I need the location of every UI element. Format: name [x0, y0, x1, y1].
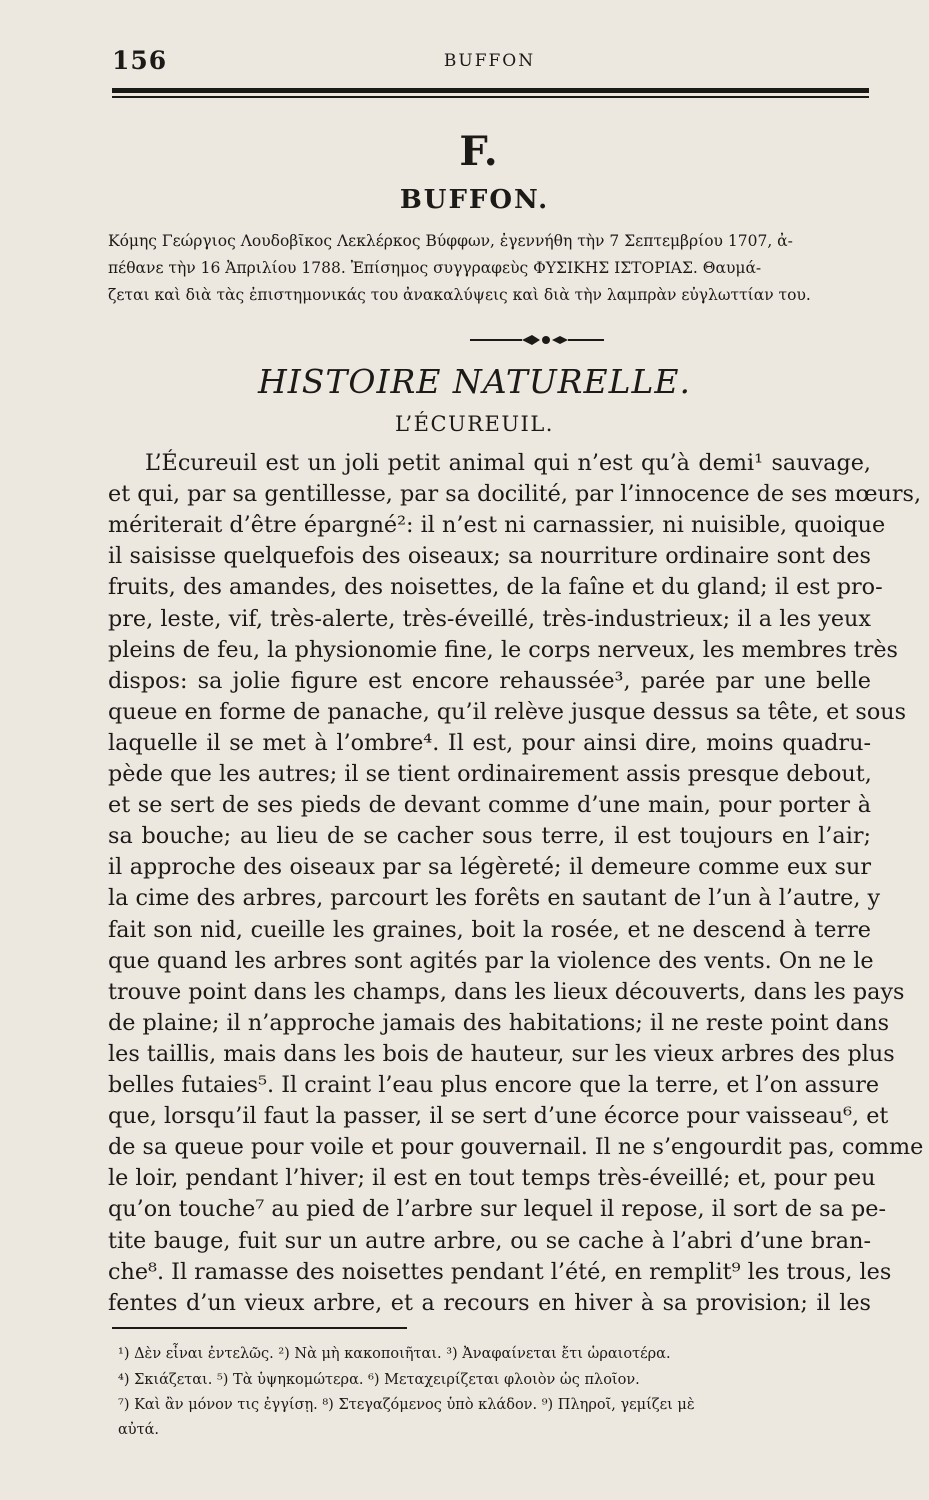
footnote-line: ⁷) Καὶ ἂν μόνον τις ἐγγίσῃ. ⁸) Στεγαζόμενος ὑπὸ κλάδον. ⁹) Πληροῖ, γεμίζει μὲ [118, 1397, 695, 1413]
article-title: HISTOIRE NATURELLE. [257, 362, 691, 401]
body-line: la cime des arbres, parcourt les forêts en sautant de l’un à l’autre, y [108, 885, 881, 912]
body-line: qu’on touche⁷ au pied de l’arbre sur lequel il repose, il sort de sa pe- [108, 1196, 886, 1223]
body-line: le loir, pendant l’hiver; il est en tout temps très-éveillé; et, pour peu [108, 1165, 876, 1192]
body-line: et se sert de ses pieds de devant comme d’une main, pour porter à [108, 792, 871, 819]
footnote-rule [112, 1327, 407, 1329]
body-line: tite bauge, fuit sur un autre arbre, ou se cache à l’abri d’une bran- [108, 1227, 871, 1254]
body-line: que, lorsqu’il faut la passer, il se sert d’une écorce pour vaisseau⁶, et [108, 1103, 889, 1130]
body-line: pre, leste, vif, très-alerte, très-éveillé, très-industrieux; il a les yeux [108, 605, 871, 632]
body-line: les taillis, mais dans les bois de hauteur, sur les vieux arbres des plus [108, 1040, 895, 1067]
body-line: de sa queue pour voile et pour gouvernail. Il ne s’engourdit pas, comme [108, 1134, 924, 1161]
body-line: sa bouche; au lieu de se cacher sous terre, il est toujours en l’air; [108, 823, 871, 850]
body-line: pleins de feu, la physionomie fine, le corps nerveux, les membres très [108, 636, 898, 663]
body-line: il approche des oiseaux par sa légèreté; il demeure comme eux sur [108, 854, 871, 881]
body-line: mériterait d’être épargné²: il n’est ni carnassier, ni nuisible, quoique [108, 512, 886, 539]
body-line: et qui, par sa gentillesse, par sa docilité, par l’innocence de ses mœurs, [108, 481, 922, 508]
body-line: L’Écureuil est un joli petit animal qui n’est qu’à demi¹ sauvage, [145, 450, 871, 476]
footnote-line: αὐτά. [118, 1422, 160, 1438]
header-rule-thick [112, 88, 869, 93]
section-letter: F. [459, 128, 498, 175]
body-line: dispos: sa jolie figure est encore rehaussée³, parée par une belle [108, 667, 871, 694]
ornament-divider [468, 330, 608, 350]
body-line: trouve point dans les champs, dans les lieux découverts, dans les pays [108, 978, 905, 1005]
running-title: BUFFON [443, 51, 536, 71]
article-subtitle: L’ÉCUREUIL. [395, 412, 554, 436]
body-line: che⁸. Il ramasse des noisettes pendant l’été, en remplit⁹ les trous, les [108, 1258, 892, 1285]
body-line: de plaine; il n’approche jamais des habitations; il ne reste point dans [108, 1009, 890, 1036]
header-rule-thin [112, 96, 869, 98]
body-line: il saisisse quelquefois des oiseaux; sa nourriture ordinaire sont des [108, 543, 871, 570]
body-line: belles futaies⁵. Il craint l’eau plus encore que la terre, et l’on assure [108, 1072, 880, 1098]
body-line: pède que les autres; il se tient ordinairement assis presque debout, [108, 761, 872, 787]
bio-line: Κόμης Γεώργιος Λουδοβῖκος Λεκλέρκος Βύφφων, ἐγεννήθη τὴν 7 Σεπτεμβρίου 1707, ἀ- [108, 232, 793, 250]
author-heading: BUFFON. [399, 185, 550, 215]
footnote-line: ¹) Δὲν εἶναι ἐντελῶς. ²) Νὰ μὴ κακοποιῆται. ³) Ἀναφαίνεται ἔτι ὡραιοτέρα. [118, 1346, 671, 1362]
body-line: laquelle il se met à l’ombre⁴. Il est, pour ainsi dire, moins quadru- [108, 729, 871, 756]
bio-line: ζεται καὶ διὰ τὰς ἐπιστημονικάς του ἀνακαλύψεις καὶ διὰ τὴν λαμπρὰν εὐγλωττίαν του. [108, 286, 811, 304]
body-line: que quand les arbres sont agités par la violence des vents. On ne le [108, 947, 874, 974]
body-line: fruits, des amandes, des noisettes, de la faîne et du gland; il est pro- [108, 574, 883, 601]
running-head [112, 46, 867, 76]
footnote-line: ⁴) Σκιάζεται. ⁵) Τὰ ὑψηκομώτερα. ⁶) Μεταχειρίζεται φλοιὸν ὡς πλοῖον. [118, 1372, 640, 1388]
body-line: queue en forme de panache, qu’il relève jusque dessus sa tête, et sous [108, 698, 907, 725]
body-line: fentes d’un vieux arbre, et a recours en hiver à sa provision; il les [108, 1289, 871, 1316]
bio-line: πέθανε τὴν 16 Ἀπριλίου 1788. Ἐπίσημος συγγραφεὺς ΦΥΣΙΚΗΣ ΙΣΤΟΡΙΑΣ. Θαυμά- [108, 259, 762, 277]
page-number: 156 [112, 46, 168, 75]
body-line: fait son nid, cueille les graines, boit la rosée, et ne descend à terre [108, 916, 871, 943]
